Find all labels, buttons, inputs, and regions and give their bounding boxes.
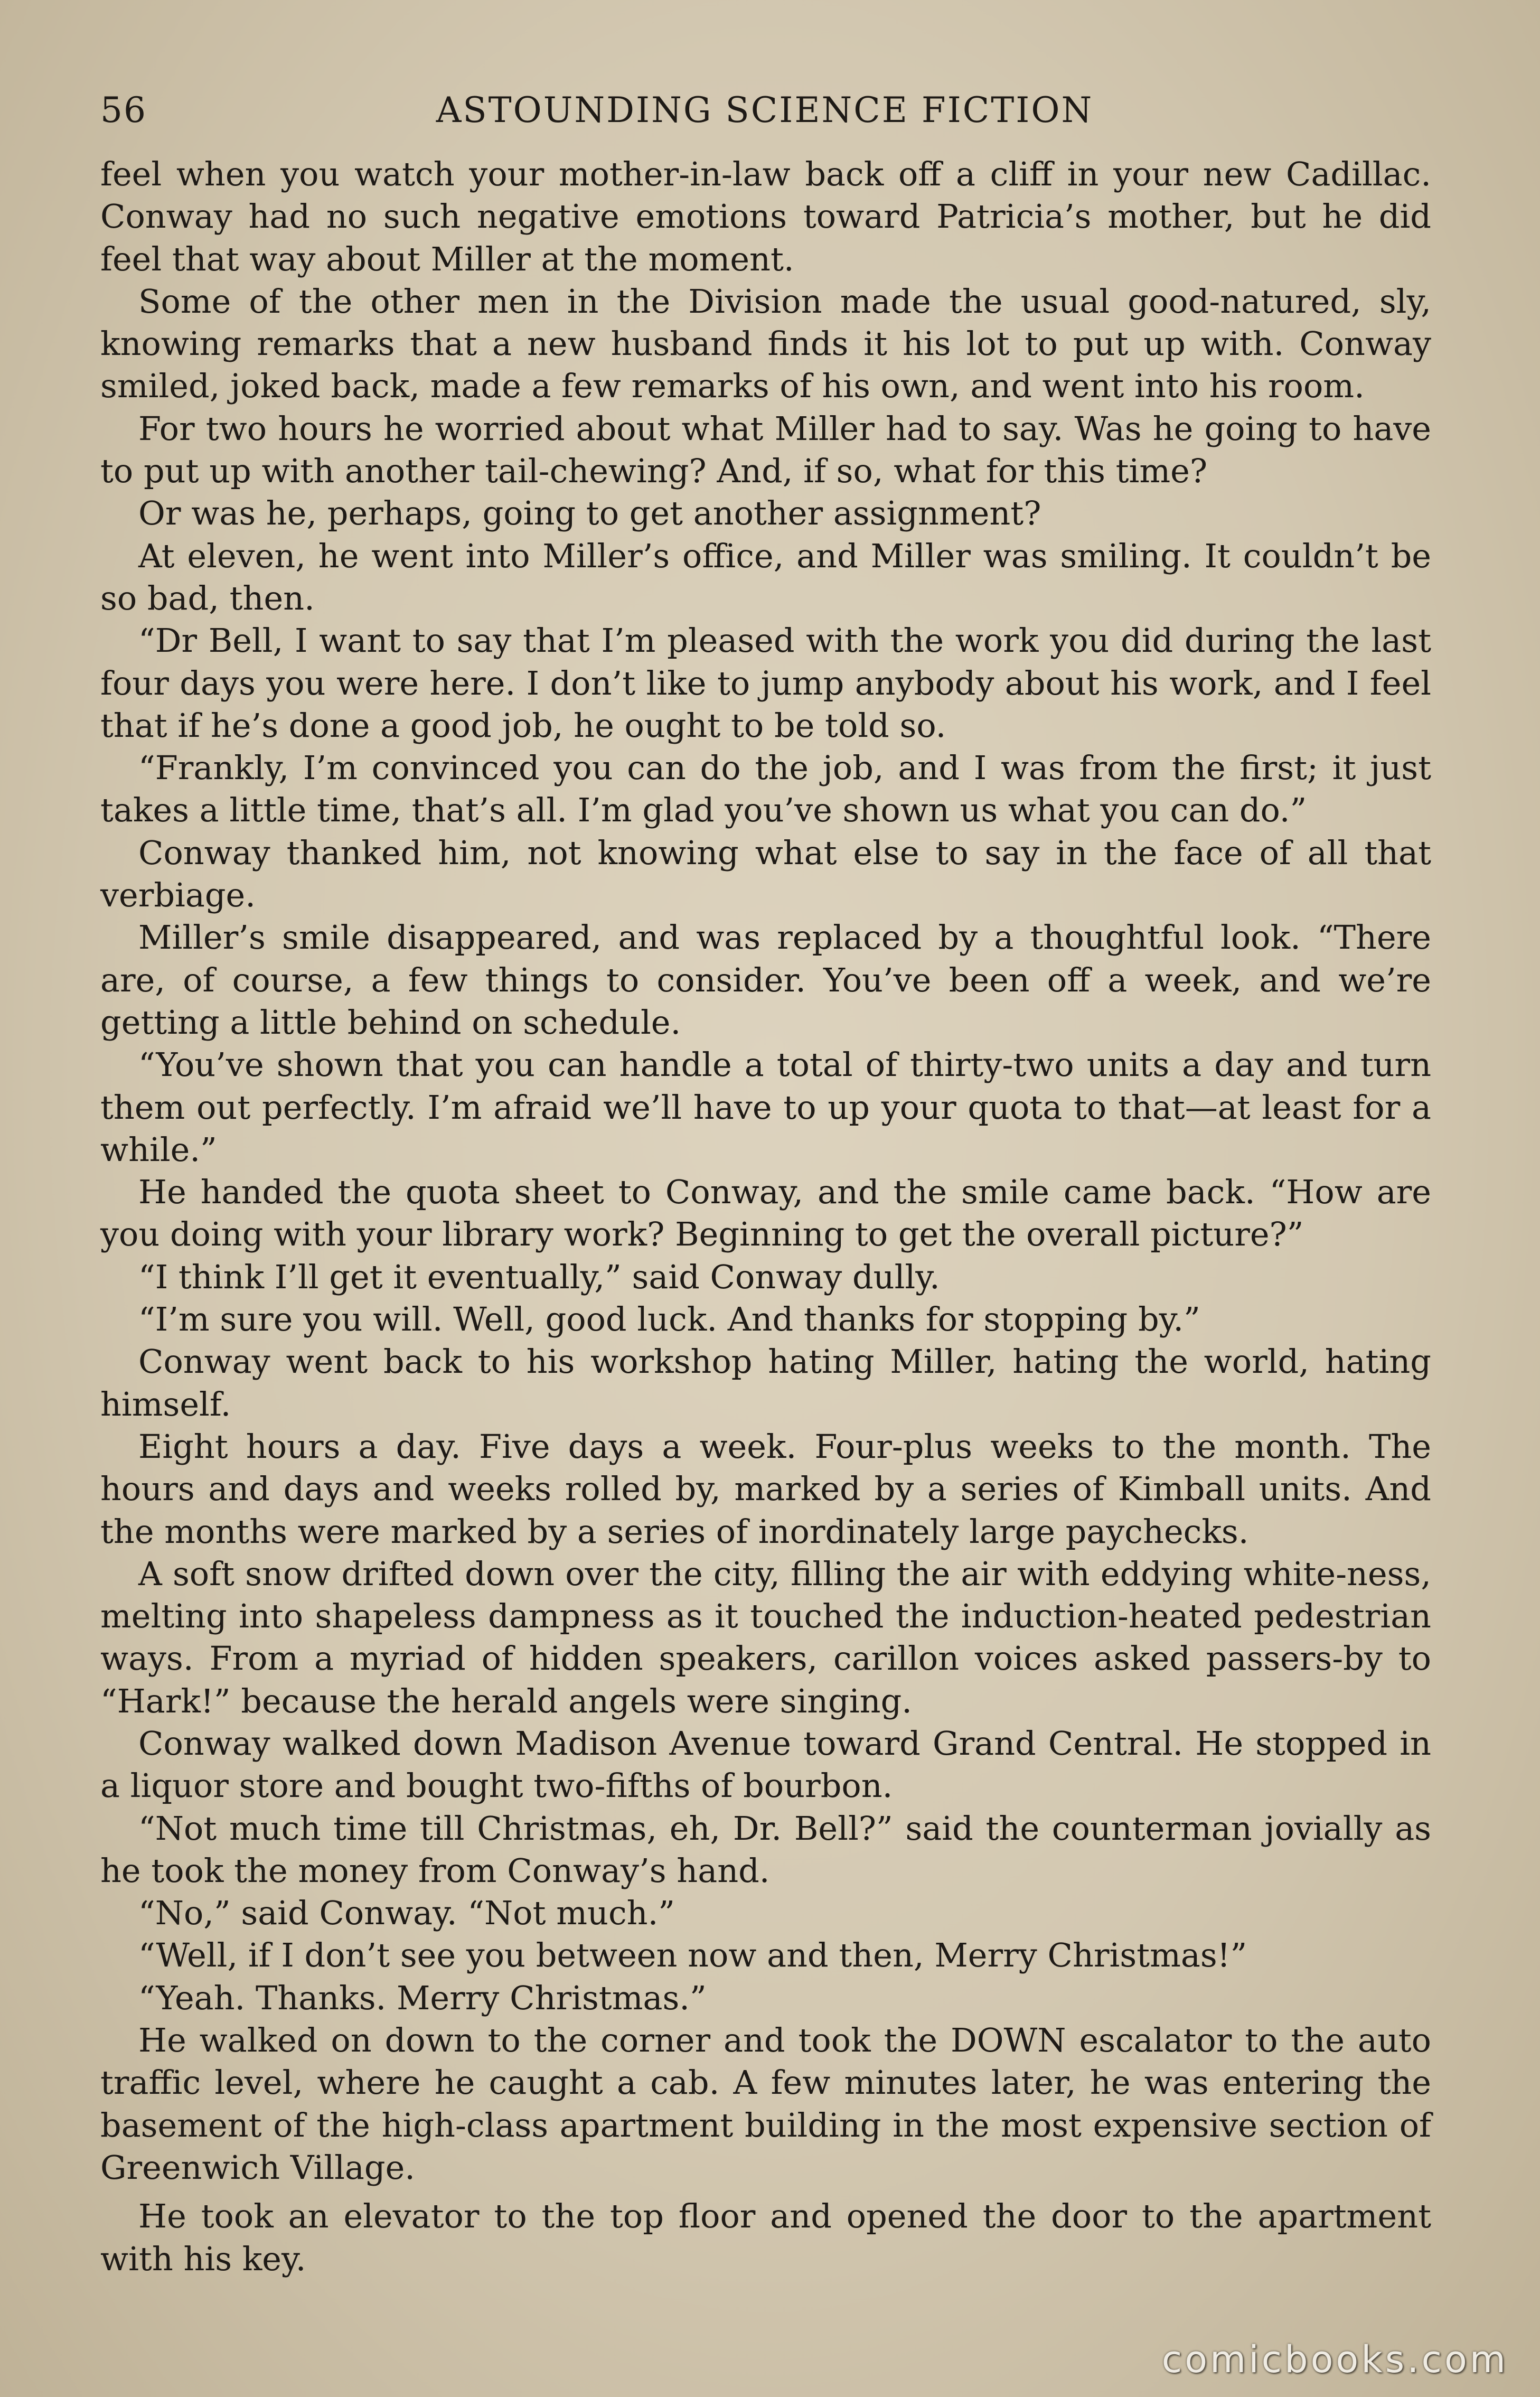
paragraph: Or was he, perhaps, going to get another assignment? (138, 494, 1041, 533)
page-header (100, 79, 1429, 143)
paragraph: A soft snow drifted down over the city, filling the air with eddying white-ness, melting into shapeless dampness as it touched the induction-heated pedestrian ways. From a myriad of hidden speakers, carillon voices asked passers-by to “Hark!” because the herald angels were singing. (100, 1554, 1431, 1720)
paragraph: “Frankly, I’m convinced you can do the job, and I was from the first; it just takes a little time, that’s all. I’m glad you’ve shown us what you can do.” (100, 748, 1431, 830)
paragraph: At eleven, he went into Miller’s office, and Miller was smiling. It couldn’t be so bad, then. (100, 536, 1431, 617)
paragraph: “Not much time till Christmas, eh, Dr. Bell?” said the counterman jovially as he took the money from Conway’s hand. (100, 1809, 1431, 1890)
paragraph: He handed the quota sheet to Conway, and the smile came back. “How are you doing with your library work? Beginning to get the overall picture?” (100, 1173, 1431, 1254)
running-title: ASTOUNDING SCIENCE FICTION (436, 90, 1094, 130)
paragraph: feel when you watch your mother-in-law back off a cliff in your new Cadillac. Conway had no such negative emotions toward Patricia’s mother, but he did feel that way about Miller at the moment. (100, 155, 1431, 278)
paragraph: Some of the other men in the Division made the usual good-natured, sly, knowing remarks that a new husband finds it his lot to put up with. Conway smiled, joked back, made a few remarks of his own, and went into his room. (100, 282, 1431, 406)
paragraph: Miller’s smile disappeared, and was replaced by a thoughtful look. “There are, of course, a few things to consider. You’ve been off a week, and we’re getting a little behind on schedule. (100, 918, 1431, 1042)
paragraph: He took an elevator to the top floor and opened the door to the apartment with his key. (100, 2197, 1431, 2278)
page-number: 56 (100, 90, 147, 130)
paragraph: Eight hours a day. Five days a week. Four-plus weeks to the month. The hours and days and weeks rolled by, marked by a series of Kimball units. And the months were marked by a series of inordinately large paychecks. (100, 1427, 1431, 1551)
paragraph: “You’ve shown that you can handle a total of thirty-two units a day and turn them out perfectly. I’m afraid we’ll have to up your quota to that—at least for a while.” (100, 1045, 1431, 1169)
story-text (100, 153, 1431, 2280)
paragraph: For two hours he worried about what Miller had to say. Was he going to have to put up with another tail-chewing? And, if so, what for this time? (100, 409, 1431, 491)
paragraph: “No,” said Conway. “Not much.” (138, 1894, 675, 1933)
paragraph: “Well, if I don’t see you between now and then, Merry Christmas!” (138, 1936, 1247, 1975)
watermark: comicbooks.com (1161, 2338, 1508, 2381)
paragraph: He walked on down to the corner and took the DOWN escalator to the auto traffic level, where he caught a cab. A few minutes later, he was entering the basement of the high-class apartment building in the most expensive section of Greenwich Village. (100, 2021, 1431, 2187)
paragraph: “Yeah. Thanks. Merry Christmas.” (138, 1978, 707, 2017)
paragraph: Conway walked down Madison Avenue toward Grand Central. He stopped in a liquor store and bought two-fifths of bourbon. (100, 1724, 1431, 1805)
paragraph: Conway thanked him, not knowing what else to say in the face of all that verbiage. (100, 833, 1431, 915)
paragraph: “I’m sure you will. Well, good luck. And thanks for stopping by.” (138, 1300, 1200, 1339)
paragraph: Conway went back to his workshop hating Miller, hating the world, hating himself. (100, 1342, 1431, 1424)
paragraph: “I think I’ll get it eventually,” said Conway dully. (138, 1257, 940, 1296)
paragraph: “Dr Bell, I want to say that I’m pleased with the work you did during the last four days you were here. I don’t like to jump anybody about his work, and I feel that if he’s done a good job, he ought to be told so. (100, 621, 1431, 745)
